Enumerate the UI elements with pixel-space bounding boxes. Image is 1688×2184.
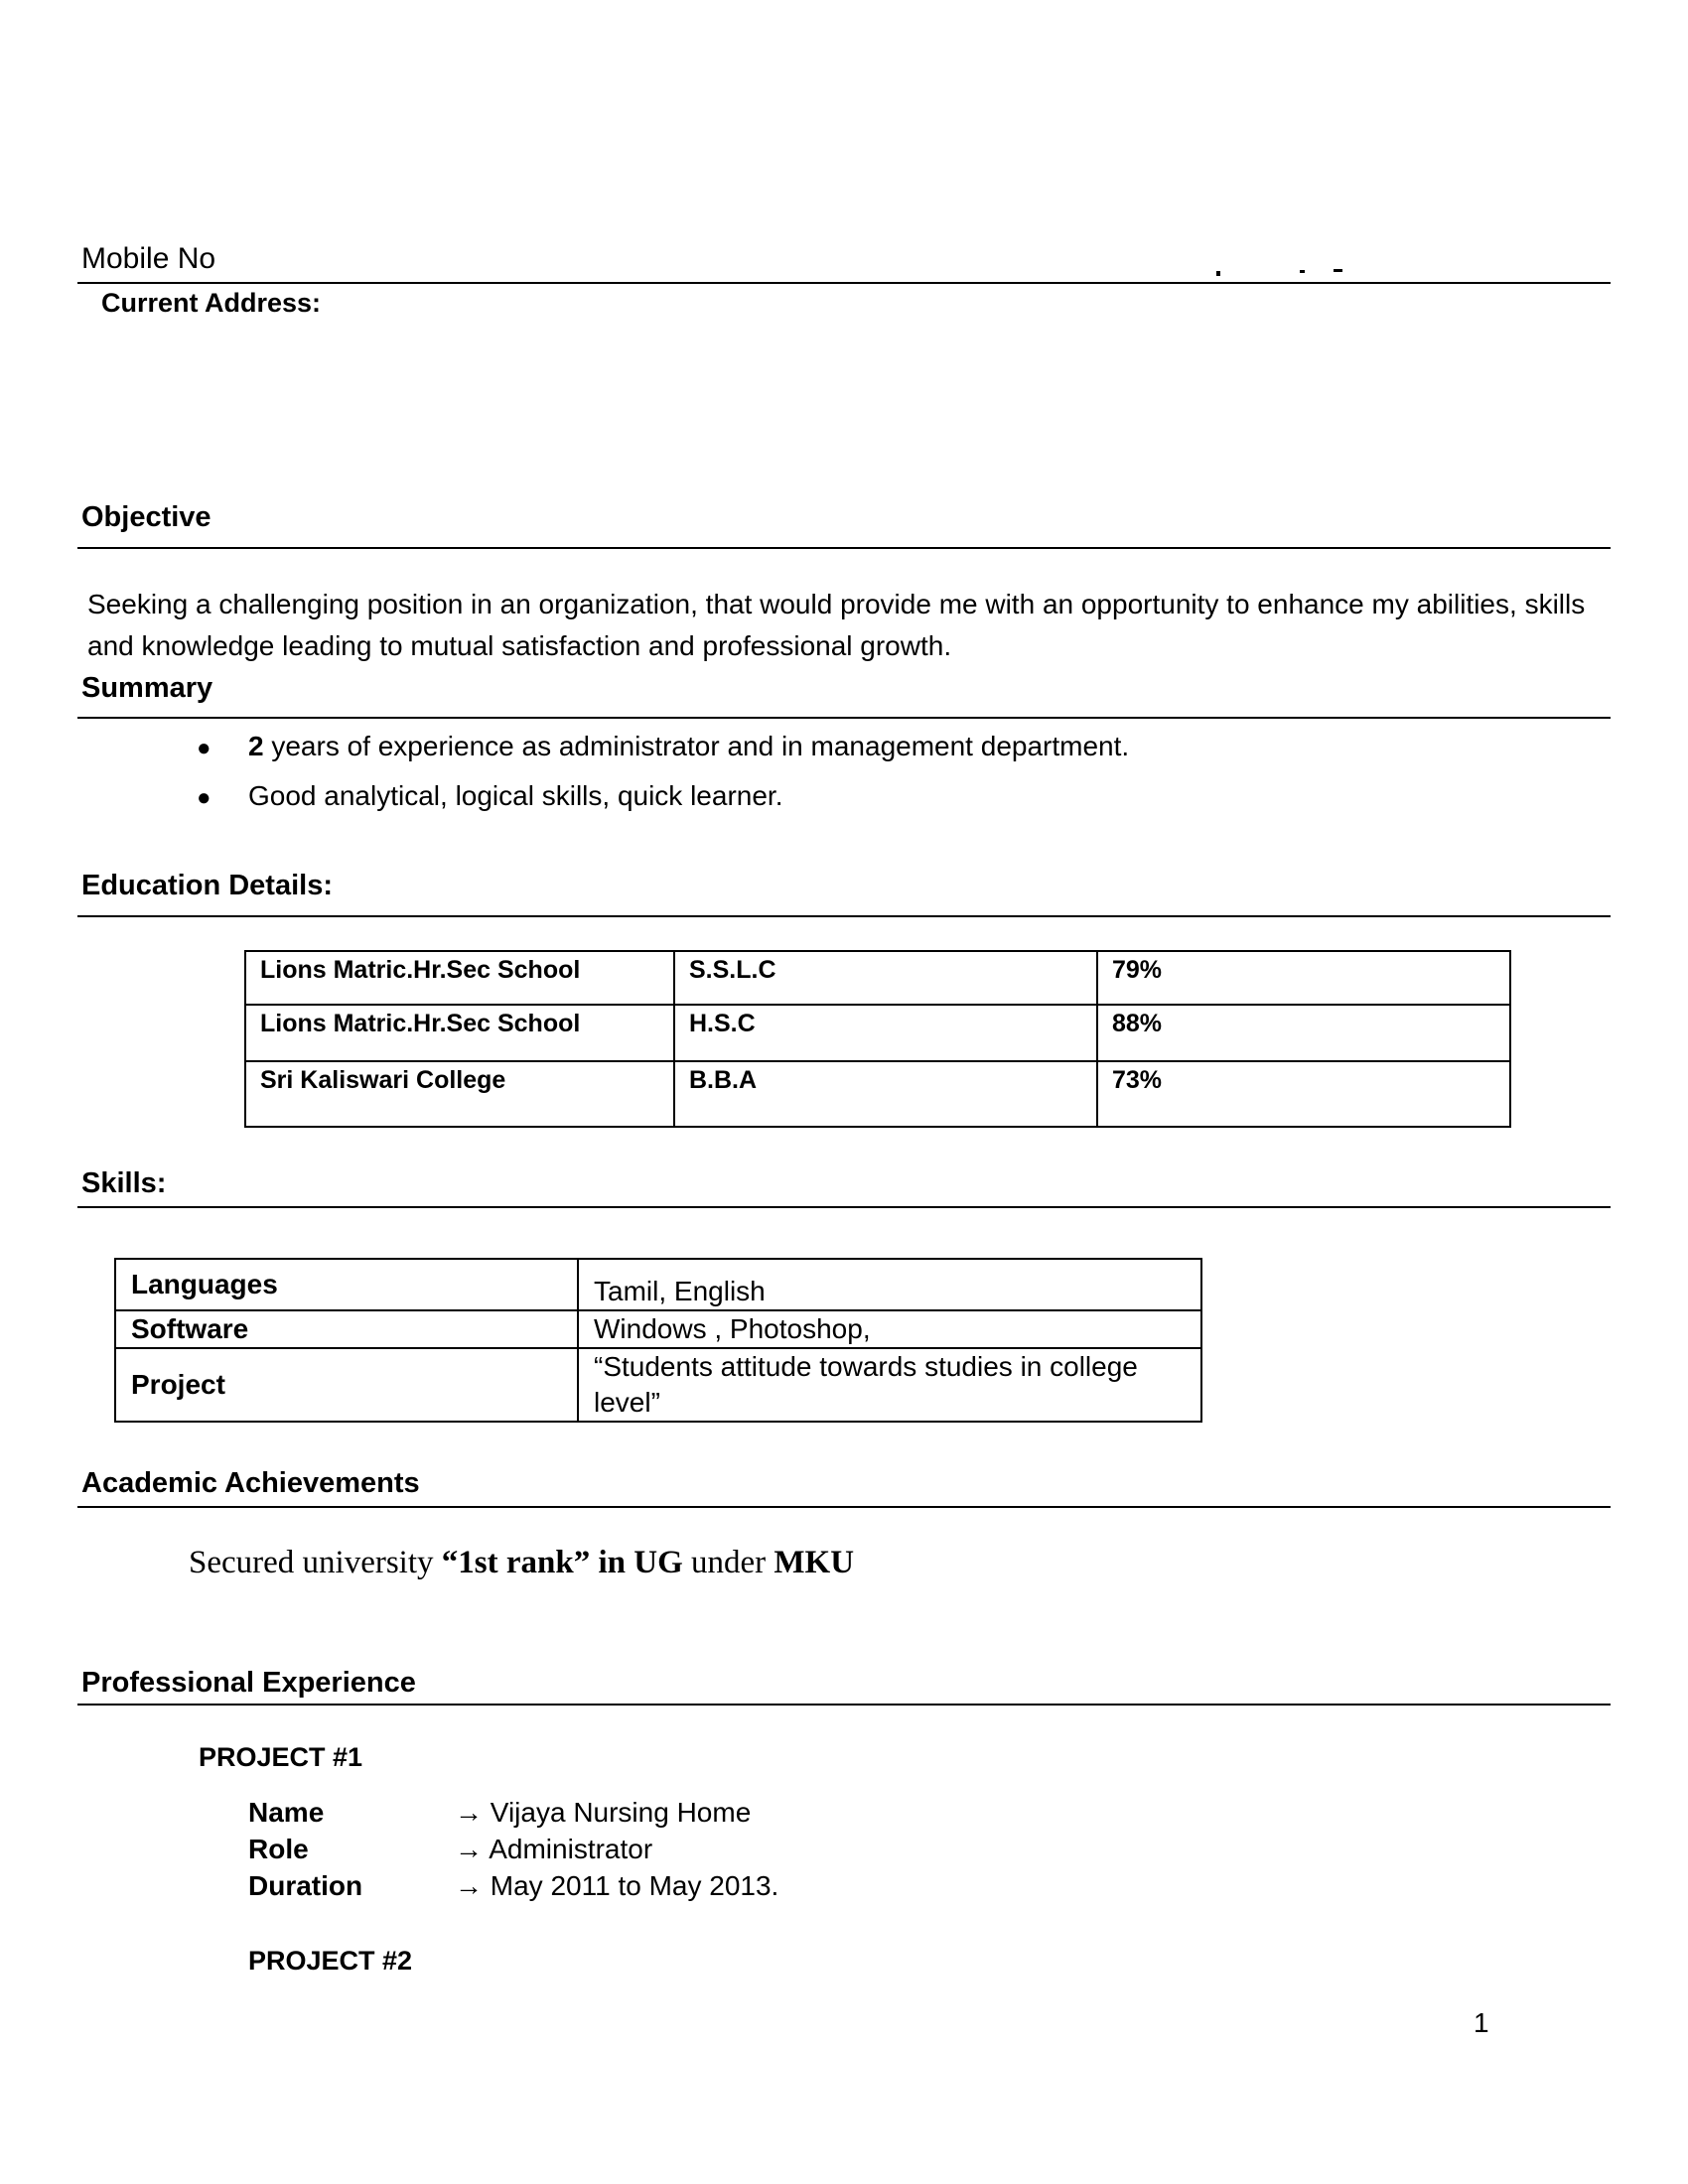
header-rule xyxy=(77,282,1611,284)
experience-heading: Professional Experience xyxy=(81,1667,416,1699)
institution-cell: Sri Kaliswari College xyxy=(245,1061,674,1127)
table-row xyxy=(245,1061,1510,1127)
skill-value-cell: Windows , Photoshop, xyxy=(578,1310,1201,1348)
project-detail-value: → Vijaya Nursing Home xyxy=(455,1797,752,1828)
skill-value-cell: “Students attitude towards studies in college level” xyxy=(578,1348,1201,1422)
percentage-cell: 88% xyxy=(1097,1005,1510,1061)
table-row xyxy=(245,951,1510,1005)
achievement-prefix: Secured university xyxy=(189,1545,442,1580)
project-detail-value: → May 2011 to May 2013. xyxy=(455,1870,779,1901)
project-detail-label: Role xyxy=(248,1834,309,1864)
bullet-icon: ● xyxy=(197,784,211,811)
table-row xyxy=(115,1348,1201,1422)
summary-rule xyxy=(77,717,1611,719)
qualification-cell: H.S.C xyxy=(674,1005,1097,1061)
mobile-label: Mobile No xyxy=(81,242,216,275)
project-detail-label: Duration xyxy=(248,1870,363,1901)
qualification-cell: B.B.A xyxy=(674,1061,1097,1127)
skill-value-cell: Tamil, English xyxy=(578,1259,1201,1310)
project2-title: PROJECT #2 xyxy=(248,1946,413,1976)
percentage-cell: 79% xyxy=(1097,951,1510,1005)
experience-rule xyxy=(77,1704,1611,1706)
project-detail-value: → Administrator xyxy=(455,1834,653,1864)
objective-heading: Objective xyxy=(81,501,211,533)
project-detail-label: Name xyxy=(248,1797,325,1828)
achievements-rule xyxy=(77,1506,1611,1508)
institution-cell: Lions Matric.Hr.Sec School xyxy=(245,1005,674,1061)
achievement-university: MKU xyxy=(774,1545,855,1580)
table-row xyxy=(245,1005,1510,1061)
project-detail-row xyxy=(248,1834,652,1865)
bullet-icon: ● xyxy=(197,735,211,761)
objective-rule xyxy=(77,547,1611,549)
project-detail-row xyxy=(248,1797,751,1829)
achievement-middle: under xyxy=(682,1545,774,1580)
project-detail-row xyxy=(248,1870,778,1902)
skill-key-cell: Software xyxy=(115,1310,578,1348)
page-number: 1 xyxy=(1474,2007,1489,2038)
achievement-text xyxy=(189,1545,854,1581)
project1-title: PROJECT #1 xyxy=(199,1742,363,1772)
table-row xyxy=(115,1259,1201,1310)
education-table xyxy=(244,950,1511,1128)
summary-item xyxy=(197,731,1129,762)
achievements-heading: Academic Achievements xyxy=(81,1467,420,1499)
education-heading: Education Details: xyxy=(81,870,333,901)
education-rule xyxy=(77,915,1611,917)
summary-item-text: Good analytical, logical skills, quick learner. xyxy=(248,780,783,811)
summary-item-bold: 2 xyxy=(248,731,264,761)
skill-key-cell: Project xyxy=(115,1348,578,1422)
achievement-rank: “1st rank” in UG xyxy=(441,1545,683,1580)
skill-key-cell: Languages xyxy=(115,1259,578,1310)
address-label: Current Address: xyxy=(101,288,322,318)
objective-text: Seeking a challenging position in an organization, that would provide me with an opportunity to enhance my abilities, skills and knowledge leading to mutual satisfaction and professional growth. xyxy=(87,589,1586,661)
cutoff-glyphs-icon xyxy=(1216,269,1345,279)
summary-item-text: years of experience as administrator and in management department. xyxy=(263,731,1130,761)
skills-table xyxy=(114,1258,1202,1423)
table-row xyxy=(115,1310,1201,1348)
summary-item xyxy=(197,780,782,812)
qualification-cell: S.S.L.C xyxy=(674,951,1097,1005)
percentage-cell: 73% xyxy=(1097,1061,1510,1127)
summary-heading: Summary xyxy=(81,672,213,704)
header-cutoff-marks xyxy=(1216,266,1345,276)
institution-cell: Lions Matric.Hr.Sec School xyxy=(245,951,674,1005)
skills-rule xyxy=(77,1206,1611,1208)
skills-heading: Skills: xyxy=(81,1167,167,1199)
